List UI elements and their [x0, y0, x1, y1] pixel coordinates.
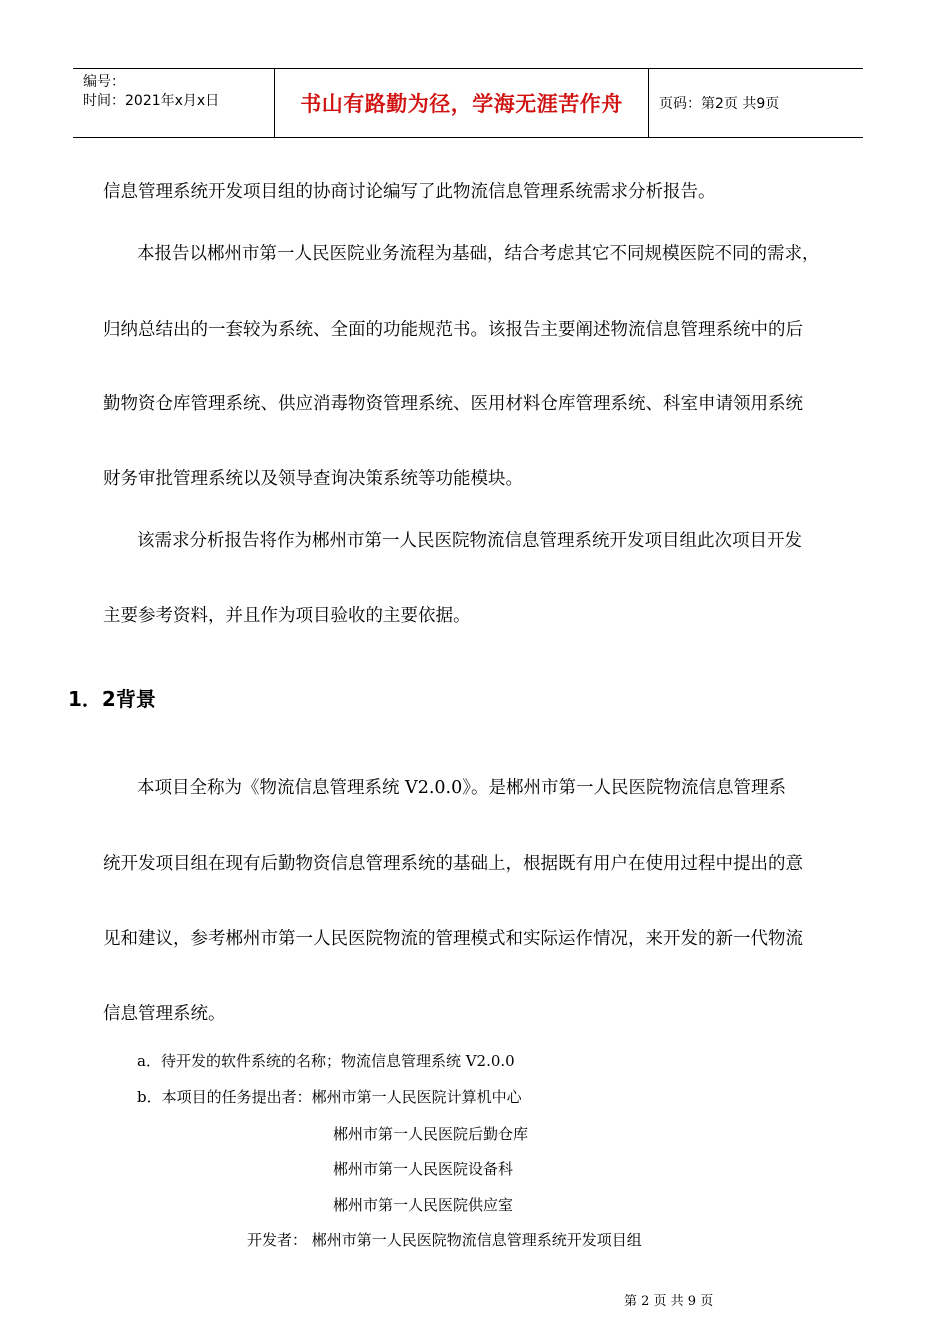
list-item-b-continued: 郴州市第一人民医院供应室: [333, 1196, 514, 1214]
document-date: 时间：2021年x月x日: [83, 93, 220, 109]
list-item-a: a．待开发的软件系统的名称；物流信息管理系统 V2.0.0: [137, 1052, 515, 1070]
paragraph-line: 财务审批管理系统以及领导查询决策系统等功能模块。: [103, 469, 523, 489]
background-line: 信息管理系统。: [103, 1004, 226, 1024]
paragraph-line: 本报告以郴州市第一人民医院业务流程为基础，结合考虑其它不同规模医院不同的需求，: [137, 244, 820, 264]
page-footer: 第 2 页 共 9 页: [624, 1294, 714, 1309]
paragraph-line: 该需求分析报告将作为郴州市第一人民医院物流信息管理系统开发项目组此次项目开发: [137, 531, 802, 551]
list-item-b-continued: 郴州市第一人民医院设备科: [333, 1160, 514, 1178]
developer-line: 开发者： 郴州市第一人民医院物流信息管理系统开发项目组: [247, 1231, 642, 1249]
background-line: 统开发项目组在现有后勤物资信息管理系统的基础上，根据既有用户在使用过程中提出的意: [103, 854, 803, 874]
header-meta: [73, 69, 275, 137]
paragraph-line: 勤物资仓库管理系统、供应消毒物资管理系统、医用材料仓库管理系统、科室申请领用系统: [103, 394, 803, 414]
background-line: 见和建议，参考郴州市第一人民医院物流的管理模式和实际运作情况，来开发的新一代物流: [103, 929, 803, 949]
list-item-b: b．本项目的任务提出者：郴州市第一人民医院计算机中心: [137, 1088, 522, 1106]
background-line: 本项目全称为《物流信息管理系统 V2.0.0》。是郴州市第一人民医院物流信息管理系: [137, 778, 786, 798]
paragraph-line: 归纳总结出的一套较为系统、全面的功能规范书。该报告主要阐述物流信息管理系统中的后: [103, 320, 803, 340]
header-motto: 书山有路勤为径，学海无涯苦作舟: [275, 69, 649, 137]
list-item-b-continued: 郴州市第一人民医院后勤仓库: [333, 1125, 529, 1143]
paragraph-line: 信息管理系统开发项目组的协商讨论编写了此物流信息管理系统需求分析报告。: [103, 182, 716, 202]
document-number-label: 编号：: [83, 74, 125, 90]
header-page-number: 页码：第2页 共9页: [659, 96, 780, 112]
paragraph-line: 主要参考资料，并且作为项目验收的主要依据。: [103, 606, 471, 626]
page-header: [73, 68, 863, 138]
section-heading: 1．2背景: [68, 687, 156, 711]
